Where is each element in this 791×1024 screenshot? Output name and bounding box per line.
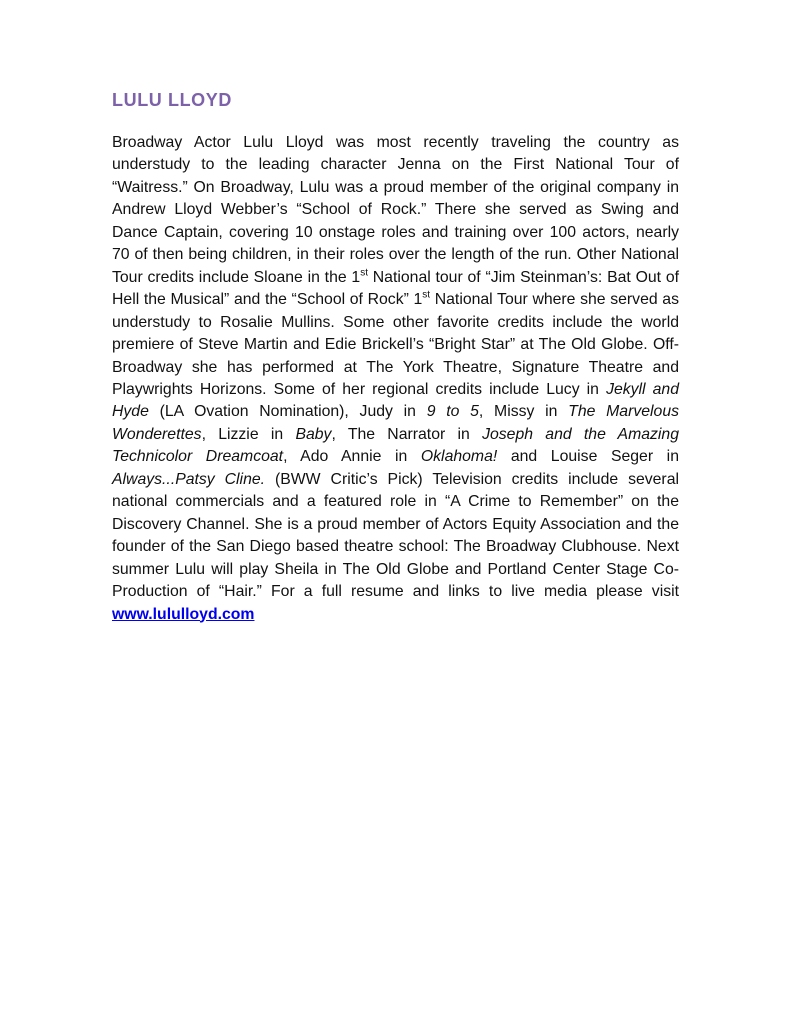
bio-text: , The Narrator in [331,425,483,443]
bio-text: , Lizzie in [201,425,296,443]
ordinal-superscript: st [422,289,431,301]
show-title-italic: The Marvelous Wonderettes [112,403,679,443]
website-link[interactable]: www.lululloyd.com [112,605,255,623]
bio-text: and Louise Seger in [497,448,679,466]
show-title-italic: Always...Patsy Cline. [112,470,266,488]
show-title-italic: 9 to 5 [426,403,479,421]
bio-paragraph [112,132,679,626]
bio-text: National Tour where she served as understudy to Rosalie Mullins. Some other favorite credits include the world premiere of Steve Martin and Edie Brickell’s “Bright Star” at The Old Globe. Off- Broadway she has performed at The York Theatre, Signature Theatre and Playwrights Horizons. Some of her regional credits include Lucy in [112,291,679,398]
bio-text: , Missy in [478,403,569,421]
bio-text: (BWW Critic’s Pick) Television credits include several national commercials and a featured role in “A Crime to Remember” on the Discovery Channel. She is a proud member of Actors Equity Association and the founder of the San Diego based theatre school: The Broadway Clubhouse. Next summer Lulu will play Sheila in The Old Globe and Portland Center Stage Co-Production of “Hair.” For a full resume and links to live media please visit [112,470,679,601]
page-title: LULU LLOYD [112,90,232,110]
bio-text: (LA Ovation Nomination), Judy in [148,403,427,421]
bio-text: , Ado Annie in [283,448,421,466]
show-title-italic: Jekyll and Hyde [112,380,680,421]
ordinal-superscript: st [360,267,368,279]
show-title-italic: Joseph and the Amazing Technicolor Dreamcoat [112,425,680,466]
bio-text: National tour of “Jim Steinman’s: Bat Out of Hell the Musical” and the “School of Rock” 1 [112,268,679,309]
bio-text: Broadway Actor Lulu Lloyd was most recently traveling the country as understudy to the leading character Jenna on the First National Tour of “Waitress.” On Broadway, Lulu was a proud member of the original company in Andrew Lloyd Webber’s “School of Rock.” There she served as Swing and Dance Captain, covering 10 onstage roles and training over 100 actors, nearly 70 of then being children, in their roles over the length of the run. Other National Tour credits include Sloane in the 1 [112,134,679,286]
show-title-italic: Oklahoma! [420,448,498,466]
show-title-italic: Baby [295,425,332,443]
